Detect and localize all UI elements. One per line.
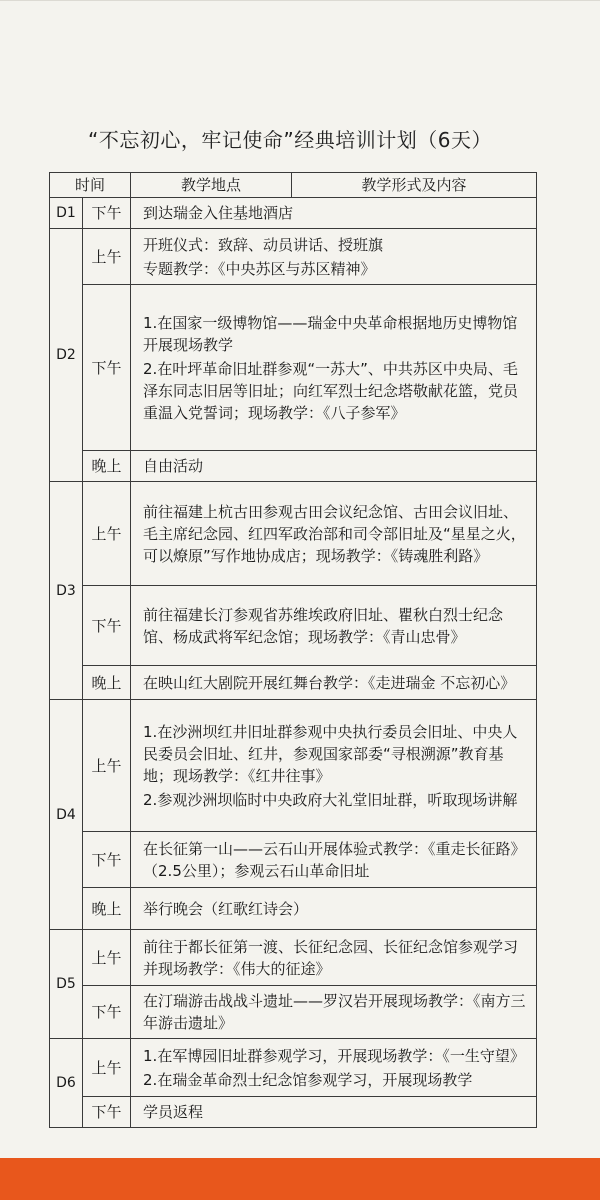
content-line: 举行晚会（红歌红诗会） xyxy=(143,899,309,918)
table-row xyxy=(50,700,537,832)
period-cell: 上午 xyxy=(83,229,131,285)
header-location: 教学地点 xyxy=(131,173,292,198)
period-cell: 下午 xyxy=(83,198,131,229)
content-line: 自由活动 xyxy=(143,457,204,475)
content-line: 2.参观沙洲坝临时中央政府大礼堂旧址群，听取现场讲解 xyxy=(143,790,518,809)
table-row xyxy=(50,930,537,986)
table-row xyxy=(50,482,537,586)
day-cell: D6 xyxy=(50,1039,83,1128)
table-row xyxy=(50,229,537,285)
header-content: 教学形式及内容 xyxy=(292,173,537,198)
period-cell: 晚上 xyxy=(83,451,131,482)
period-cell: 上午 xyxy=(83,700,131,832)
content-line: 2.在瑞金革命烈士纪念馆参观学习，开展现场教学 xyxy=(143,1070,473,1089)
content-cell xyxy=(131,1097,537,1128)
period-cell: 下午 xyxy=(83,832,131,888)
content-line: 到达瑞金入住基地酒店 xyxy=(143,204,294,222)
table-row xyxy=(50,1097,537,1128)
period-cell: 下午 xyxy=(83,1097,131,1128)
content-line: 专题教学：《中央苏区与苏区精神》 xyxy=(143,259,376,278)
content-line: 1.在国家一级博物馆——瑞金中央革命根据地历史博物馆开展现场教学 xyxy=(143,313,518,354)
period-cell: 上午 xyxy=(83,482,131,586)
content-cell xyxy=(131,832,537,888)
content-line: 前往福建上杭古田参观古田会议纪念馆、古田会议旧址、毛主席纪念园、红四军政治部和司令部旧址及“星星之火，可以燎原”写作地协成店；现场教学：《铸魂胜利路》 xyxy=(143,502,526,565)
table-row xyxy=(50,986,537,1039)
table-row xyxy=(50,666,537,700)
content-line: 2.在叶坪革命旧址群参观“一苏大”、中共苏区中央局、毛泽东同志旧居等旧址；向红军烈士纪念塔敬献花篮，党员重温入党誓词；现场教学：《八子参军》 xyxy=(143,359,519,422)
content-cell xyxy=(131,1039,537,1097)
content-cell xyxy=(131,451,537,482)
content-cell xyxy=(131,700,537,832)
content-cell xyxy=(131,888,537,930)
content-line: 在长征第一山——云石山开展体验式教学：《重走长征路》（2.5公里）；参观云石山革命旧址 xyxy=(143,839,526,880)
period-cell: 下午 xyxy=(83,586,131,666)
bottom-bar xyxy=(0,1158,600,1200)
content-line: 开班仪式：致辞、动员讲话、授班旗 xyxy=(143,235,384,254)
content-cell xyxy=(131,198,537,229)
content-line: 前往福建长汀参观省苏维埃政府旧址、瞿秋白烈士纪念馆、杨成武将军纪念馆；现场教学：《青山忠骨》 xyxy=(143,605,504,646)
period-cell: 上午 xyxy=(83,1039,131,1097)
content-cell xyxy=(131,586,537,666)
period-cell: 下午 xyxy=(83,986,131,1039)
period-cell: 晚上 xyxy=(83,888,131,930)
content-cell xyxy=(131,482,537,586)
table-header-row xyxy=(50,173,537,198)
period-cell: 下午 xyxy=(83,285,131,451)
day-cell: D1 xyxy=(50,198,83,229)
content-line: 在映山红大剧院开展红舞台教学：《走进瑞金 不忘初心》 xyxy=(143,673,516,692)
table-row xyxy=(50,451,537,482)
day-cell: D5 xyxy=(50,930,83,1039)
header-time: 时间 xyxy=(50,173,131,198)
table-row xyxy=(50,586,537,666)
content-cell xyxy=(131,930,537,986)
table-row xyxy=(50,888,537,930)
period-cell: 上午 xyxy=(83,930,131,986)
content-line: 1.在沙洲坝红井旧址群参观中央执行委员会旧址、中央人民委员会旧址、红井，参观国家部委“寻根溯源”教育基地；现场教学：《红井往事》 xyxy=(143,722,518,785)
table-row xyxy=(50,832,537,888)
content-line: 前往于都长征第一渡、长征纪念园、长征纪念馆参观学习并现场教学：《伟大的征途》 xyxy=(143,937,519,978)
content-line: 学员返程 xyxy=(143,1103,204,1121)
content-cell xyxy=(131,666,537,700)
top-border xyxy=(0,0,600,9)
table-row xyxy=(50,198,537,229)
day-cell: D3 xyxy=(50,482,83,700)
content-cell xyxy=(131,986,537,1039)
day-cell: D4 xyxy=(50,700,83,930)
content-line: 在汀瑞游击战战斗遗址——罗汉岩开展现场教学：《南方三年游击遗址》 xyxy=(143,992,526,1032)
period-cell: 晚上 xyxy=(83,666,131,700)
day-cell: D2 xyxy=(50,229,83,482)
content-line: 1.在军博园旧址群参观学习，开展现场教学：《一生守望》 xyxy=(143,1046,525,1065)
content-cell xyxy=(131,229,537,285)
page-title: “不忘初心，牢记使命”经典培训计划（6天） xyxy=(88,128,492,152)
content-cell xyxy=(131,285,537,451)
schedule-table xyxy=(49,172,537,1128)
table-row xyxy=(50,285,537,451)
table-row xyxy=(50,1039,537,1097)
